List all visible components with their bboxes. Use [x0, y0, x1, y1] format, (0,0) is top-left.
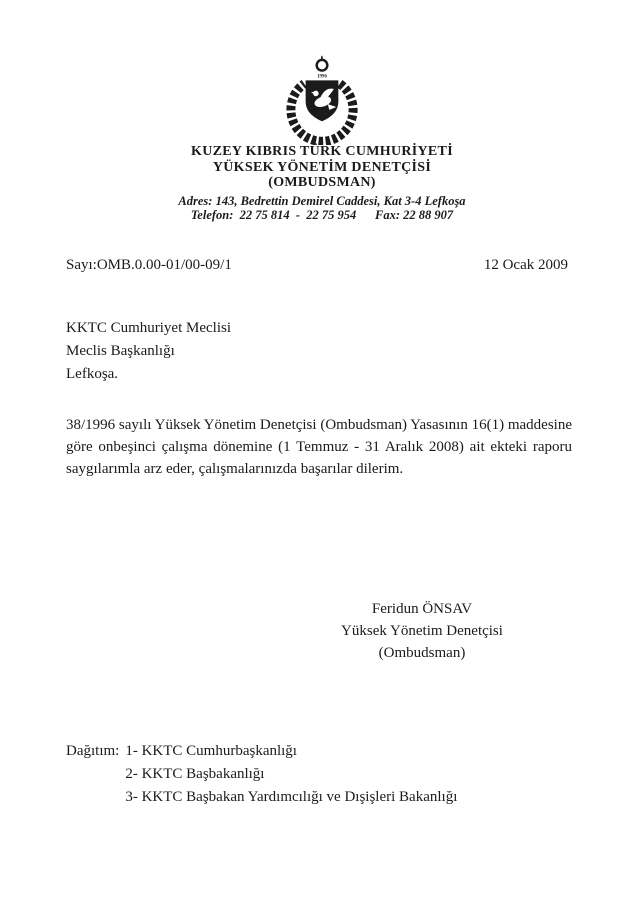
recipient-line: Meclis Başkanlığı [66, 343, 175, 359]
emblem-year: 1996 [317, 74, 327, 80]
org-subtitle-line: (OMBUDSMAN) [268, 175, 376, 190]
recipient-line: Lefkoşa. [66, 366, 119, 382]
signatory-subtitle: (Ombudsman) [378, 645, 466, 661]
kktc-ombudsman-emblem [281, 55, 363, 145]
org-country-line: KUZEY KIBRIS TÜRK CUMHURİYETİ [191, 144, 453, 159]
reference-number: Sayı:OMB.0.00-01/00-09/1 [66, 257, 232, 273]
reference-row [66, 256, 568, 274]
distribution-item: 2- KKTC Başbakanlığı [125, 766, 265, 782]
recipient-block [66, 317, 231, 386]
crescent-star-icon [317, 55, 328, 70]
org-title-line: YÜKSEK YÖNETİM DENETÇİSİ [212, 159, 432, 175]
letterhead [0, 144, 644, 222]
distribution-label: Dağıtım: [66, 743, 120, 759]
letter-date: 12 Ocak 2009 [483, 257, 568, 273]
recipient-line: KKTC Cumhuriyet Meclisi [66, 320, 231, 336]
signatory-name: Feridun ÖNSAV [371, 601, 473, 617]
distribution-item: 3- KKTC Başbakan Yardımcılığı ve Dışişleri Bakanlığı [125, 789, 458, 805]
emblem-graphic [281, 55, 363, 145]
distribution-item: 1- KKTC Cumhurbaşkanlığı [125, 743, 297, 759]
body-paragraph: 38/1996 sayılı Yüksek Yönetim Denetçisi (Ombudsman) Yasasının 16(1) maddesine göre onbeşinci çalışma dönemine (1 Temmuz - 31 Aralık 2008) ait ekteki raporu saygılarımla arz eder, çalışmalarınızda başarılar dilerim. [66, 417, 572, 477]
phone-fax-line: Telefon: 22 75 814 - 22 75 954 Fax: 22 88 907 [190, 207, 454, 222]
distribution-list [66, 740, 457, 809]
address-line: Adres: 143, Bedrettin Demirel Caddesi, Kat 3-4 Lefkoşa [178, 193, 466, 208]
signatory-title: Yüksek Yönetim Denetçisi [341, 623, 503, 639]
signature-block [322, 598, 522, 664]
dove-shield-icon [306, 81, 338, 121]
